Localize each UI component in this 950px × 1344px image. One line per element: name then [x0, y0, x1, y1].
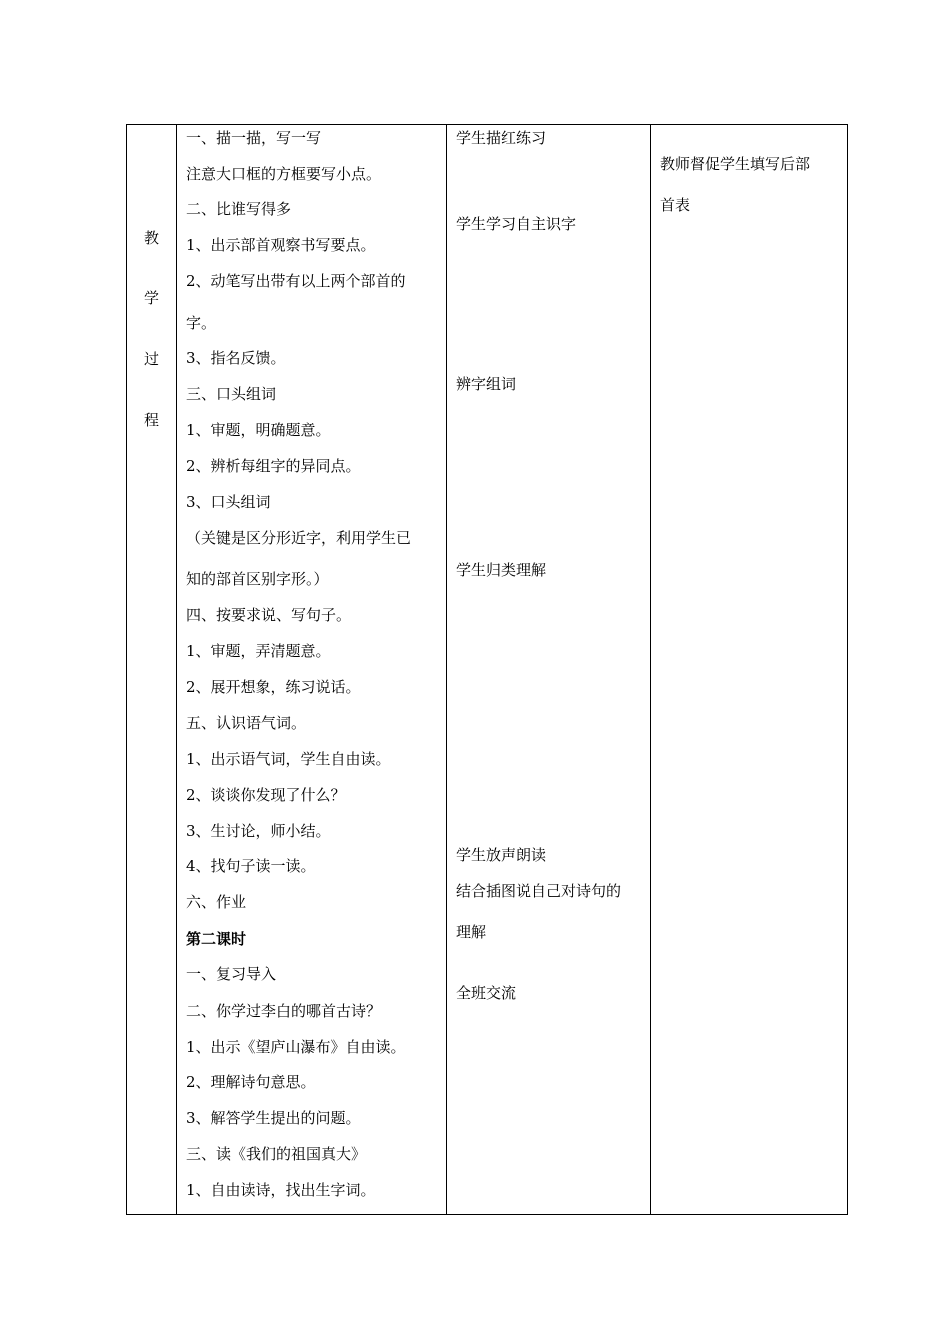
content-line: 2、理解诗句意思。	[186, 1073, 316, 1091]
student-activity: 全班交流	[456, 984, 517, 1002]
content-line: 一、描一描，写一写	[186, 129, 322, 147]
student-activity: 理解	[456, 923, 487, 941]
content-line: 四、按要求说、写句子。	[186, 606, 352, 624]
column-divider	[176, 125, 177, 1214]
student-activity: 学生学习自主识字	[456, 215, 577, 233]
content-line: 2、辨析每组字的异同点。	[186, 457, 361, 475]
teacher-note: 首表	[660, 196, 691, 214]
content-line: 1、审题，弄清题意。	[186, 642, 331, 660]
content-line: 字。	[186, 314, 217, 332]
content-line: 1、审题，明确题意。	[186, 421, 331, 439]
content-line: 3、指名反馈。	[186, 349, 286, 367]
content-line: 二、比谁写得多	[186, 200, 292, 218]
content-line: 五、认识语气词。	[186, 714, 307, 732]
student-activity: 结合插图说自己对诗句的	[456, 882, 622, 900]
section-label-char: 程	[143, 411, 159, 429]
content-line: 一、复习导入	[186, 965, 277, 983]
content-line: 4、找句子读一读。	[186, 857, 316, 875]
content-line: 1、出示部首观察书写要点。	[186, 236, 376, 254]
content-line: 二、你学过李白的哪首古诗？	[186, 1002, 382, 1020]
content-line: 知的部首区别字形。）	[186, 570, 329, 588]
content-line: 注意大口框的方框要写小点。	[186, 165, 382, 183]
student-activity: 辨字组词	[456, 375, 517, 393]
column-divider	[650, 125, 651, 1214]
content-line: （关键是区分形近字，利用学生已	[186, 529, 412, 547]
content-line: 三、读《我们的祖国真大》	[186, 1145, 367, 1163]
section-label-char: 学	[143, 289, 159, 307]
content-line: 1、自由读诗，找出生字词。	[186, 1181, 376, 1199]
content-line: 1、出示《望庐山瀑布》自由读。	[186, 1038, 406, 1056]
content-line: 六、作业	[186, 893, 247, 911]
section-label-column	[127, 125, 176, 1214]
section-label-char: 教	[143, 229, 159, 247]
content-line: 3、解答学生提出的问题。	[186, 1109, 361, 1127]
lesson-plan-table	[126, 124, 848, 1215]
student-activity: 学生归类理解	[456, 561, 547, 579]
content-line: 1、出示语气词，学生自由读。	[186, 750, 391, 768]
content-line: 3、生讨论，师小结。	[186, 822, 331, 840]
content-line: 3、口头组词	[186, 493, 271, 511]
student-activity: 学生描红练习	[456, 129, 547, 147]
content-line: 三、口头组词	[186, 385, 277, 403]
lesson-heading: 第二课时	[186, 930, 247, 948]
content-line: 2、谈谈你发现了什么？	[186, 786, 346, 804]
teacher-note: 教师督促学生填写后部	[660, 155, 811, 173]
student-activity: 学生放声朗读	[456, 846, 547, 864]
content-line: 2、展开想象，练习说话。	[186, 678, 361, 696]
content-line: 2、动笔写出带有以上两个部首的	[186, 272, 406, 290]
section-label-char: 过	[143, 350, 159, 368]
column-divider	[446, 125, 447, 1214]
